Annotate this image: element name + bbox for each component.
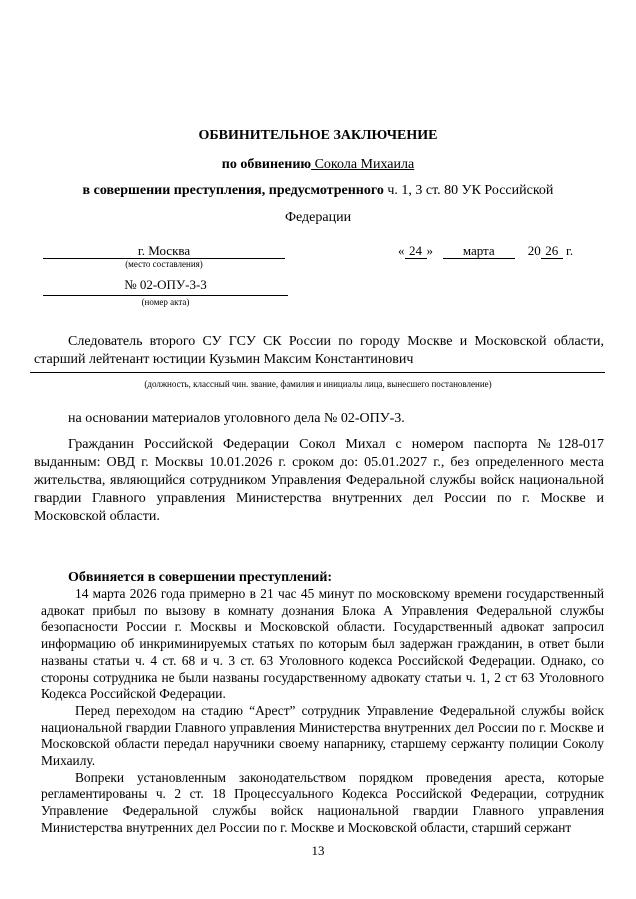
- date-close-quote: »: [426, 243, 433, 258]
- citizen-paragraph: Гражданин Российской Федерации Сокол Михал с номером паспорта №128-017 выданным: ОВД г. Москвы 10.01.2026 г. сроком до: 05.01.2027 г., без определенного места жительства, являющийся сотрудником Управления Федеральной службы войск национальной гвардии Главного управления Министерства внутренних дел России по г. Москве и Московской области.: [34, 437, 604, 524]
- accused-name: Сокола Михаила: [311, 157, 415, 172]
- investigator-caption: (должность, классный чин. звание, фамилия и инициалы лица, вынесшего постановление): [144, 379, 492, 389]
- document-title: ОБВИНИТЕЛЬНОЕ ЗАКЛЮЧЕНИЕ: [198, 128, 438, 143]
- charges-paragraph: 14 марта 2026 года примерно в 21 час 45 минут по московскому времени государственный адвокат прибыл по вызову в комнату дознания Блока А Управления Федеральной службы безопасности России г. Москвы и Московской области. Государственный адвокат запросил информацию об инкриминируемых статьях по которым был задержан гражданин, в ответ были названы статьи ч. 4 ст. 68 и ч. 3 ст. 63 Уголовного кодекса Российской Федерации. Однако, со стороны сотрудника не были названы государственному адвокату статьи ч. 1, 2 ст 63 Уголовного Кодекса Российской Федерации.: [41, 586, 604, 702]
- page-number: 13: [311, 843, 325, 858]
- document-date: [398, 243, 573, 259]
- act-number-caption: (номер акта): [141, 297, 190, 307]
- investigator-underline: [30, 372, 605, 373]
- charges-paragraph: Вопреки установленным законодательством порядком проведения ареста, которые регламентированы ч. 2 ст. 18 Процессуального Кодекса Российской Федерации, сотрудник Управление Федеральной службы войск национальной гвардии Главного управления Министерства внутренних дел России по г. Москве и Московской области, старший сержант: [41, 769, 604, 835]
- accused-line: [0, 157, 636, 173]
- charge-line: [0, 183, 636, 199]
- charge-article-continuation: Федерации: [284, 210, 352, 225]
- charge-article: ч. 1, 3 ст. 80 УК Российской: [383, 183, 554, 198]
- charge-prefix: в совершении преступления, предусмотренного: [82, 183, 384, 198]
- act-number: № 02-ОПУ-3-3: [124, 277, 207, 292]
- date-year-prefix: 20: [527, 243, 541, 258]
- date-month: марта: [443, 244, 515, 259]
- place-caption: (место составления): [125, 259, 203, 269]
- act-number-underline: [43, 295, 288, 296]
- date-day: 24: [405, 244, 427, 259]
- date-open-quote: «: [398, 243, 405, 258]
- investigator-text: Следователь второго СУ ГСУ СК России по городу Москве и Московской области, старший лейтенант юстиции Кузьмин Максим Константинович: [34, 334, 604, 367]
- date-year-label: г.: [566, 243, 574, 258]
- accused-prefix: по обвинению: [221, 157, 312, 172]
- place-of-drafting: г. Москва: [43, 243, 285, 259]
- charges-section: [41, 586, 604, 837]
- charges-heading: Обвиняется в совершении преступлений:: [68, 570, 333, 585]
- charges-paragraph: Перед переходом на стадию “Арест” сотрудник Управление Федеральной службы войск национальной гвардии Главного управления Министерства внутренних дел России по г. Москве и Московской области передал наручники своему напарнику, старшему сержанту полиции Соколу Михаилу.: [41, 702, 604, 769]
- citizen-section: [34, 436, 604, 526]
- case-basis: на основании материалов уголовного дела № 02-ОПУ-3.: [68, 411, 405, 426]
- date-year-suffix: 26: [541, 244, 563, 259]
